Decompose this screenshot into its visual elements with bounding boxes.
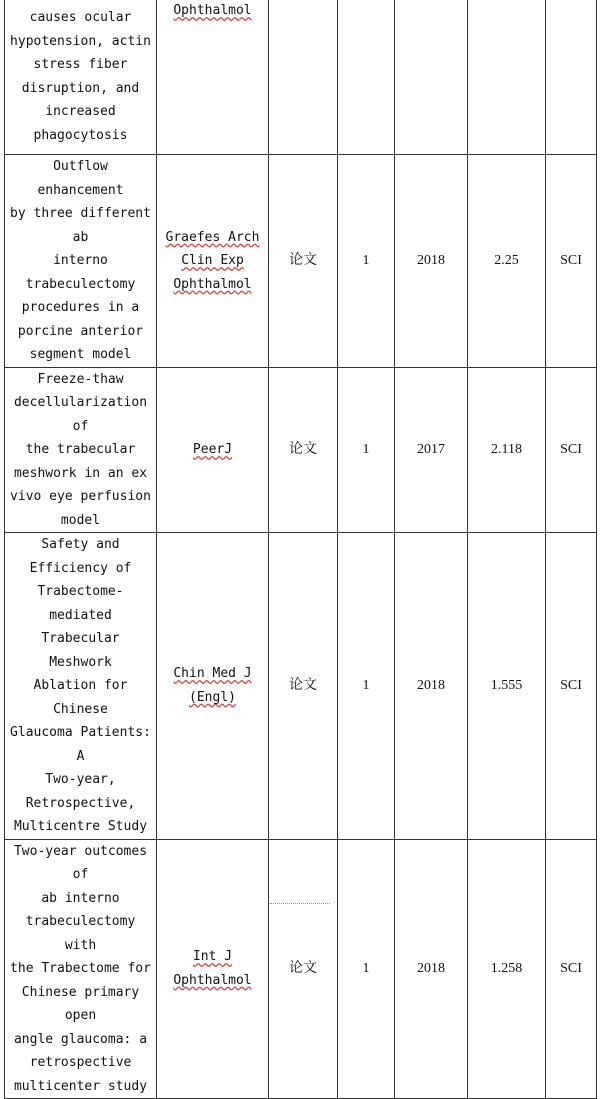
journal-cell [157, 155, 269, 368]
paper-year: 2018 [417, 253, 445, 268]
type-cell [269, 155, 338, 368]
journal-name: Graefes Arch Clin Exp Ophthalmol [165, 229, 260, 292]
paper-title: causes ocular hypotension, actin stress fiber disruption, and increased phagocytosis [10, 10, 151, 143]
paper-type: 论文 [289, 441, 317, 457]
page-footer-mark [270, 903, 330, 906]
paper-count: 1 [362, 442, 370, 457]
paper-title: Freeze-thaw decellularization of the trabecular meshwork in an ex vivo eye perfusion model [10, 371, 151, 528]
paper-title-cell [5, 155, 157, 368]
count-cell [338, 0, 395, 155]
impact-factor-cell [468, 839, 546, 1099]
type-cell [269, 367, 338, 533]
journal-name: Ophthalmol [173, 3, 252, 18]
index-label: SCI [560, 253, 582, 268]
paper-title-cell [5, 839, 157, 1099]
table-row [5, 367, 597, 533]
paper-title: Safety and Efficiency of Trabectome-mediated Trabecular Meshwork Ablation for Chinese Glaucoma Patients: A Two-year, Retrospective, Multicentre Study [10, 537, 151, 834]
index-label: SCI [560, 961, 582, 976]
paper-type: 论文 [289, 252, 317, 268]
count-cell [338, 367, 395, 533]
impact-factor-cell [468, 367, 546, 533]
impact-factor-cell [468, 0, 546, 155]
journal-cell [157, 839, 269, 1099]
year-cell [395, 367, 468, 533]
index-cell [546, 839, 597, 1099]
count-cell [338, 155, 395, 368]
paper-title-cell [5, 0, 157, 155]
paper-count: 1 [362, 253, 370, 268]
year-cell [395, 155, 468, 368]
paper-year: 2018 [417, 961, 445, 976]
year-cell [395, 0, 468, 155]
publication-table [4, 0, 597, 1099]
index-cell [546, 533, 597, 840]
paper-type: 论文 [289, 960, 317, 976]
table-row [5, 839, 597, 1099]
journal-cell [157, 533, 269, 840]
index-cell [546, 155, 597, 368]
paper-type: 论文 [289, 677, 317, 693]
count-cell [338, 839, 395, 1099]
count-cell [338, 533, 395, 840]
impact-factor-cell [468, 155, 546, 368]
paper-year: 2017 [417, 442, 445, 457]
paper-year: 2018 [417, 678, 445, 693]
table-row [5, 155, 597, 368]
journal-cell [157, 367, 269, 533]
impact-factor-cell [468, 533, 546, 840]
year-cell [395, 533, 468, 840]
type-cell [269, 0, 338, 155]
paper-title-cell [5, 367, 157, 533]
type-cell [269, 839, 338, 1099]
type-cell [269, 533, 338, 840]
paper-title: Outflow enhancement by three different ab interno trabeculectomy procedures in a porcine anterior segment model [10, 159, 151, 362]
index-label: SCI [560, 442, 582, 457]
paper-title: Two-year outcomes of ab interno trabeculectomy with the Trabectome for Chinese primary open angle glaucoma: a retrospective multicenter study [10, 843, 151, 1094]
index-cell [546, 0, 597, 155]
impact-factor: 2.118 [491, 442, 522, 457]
table-row [5, 0, 597, 155]
paper-title-cell [5, 533, 157, 840]
journal-name: PeerJ [192, 442, 233, 457]
impact-factor: 1.258 [490, 961, 523, 976]
journal-cell [157, 0, 269, 155]
index-cell [546, 367, 597, 533]
paper-count: 1 [362, 961, 370, 976]
paper-count: 1 [362, 678, 370, 693]
journal-name: Int J Ophthalmol [173, 949, 252, 988]
table-row [5, 533, 597, 840]
year-cell [395, 839, 468, 1099]
index-label: SCI [560, 678, 582, 693]
impact-factor: 2.25 [494, 253, 519, 268]
journal-name: Chin Med J (Engl) [173, 666, 252, 705]
impact-factor: 1.555 [490, 678, 523, 693]
